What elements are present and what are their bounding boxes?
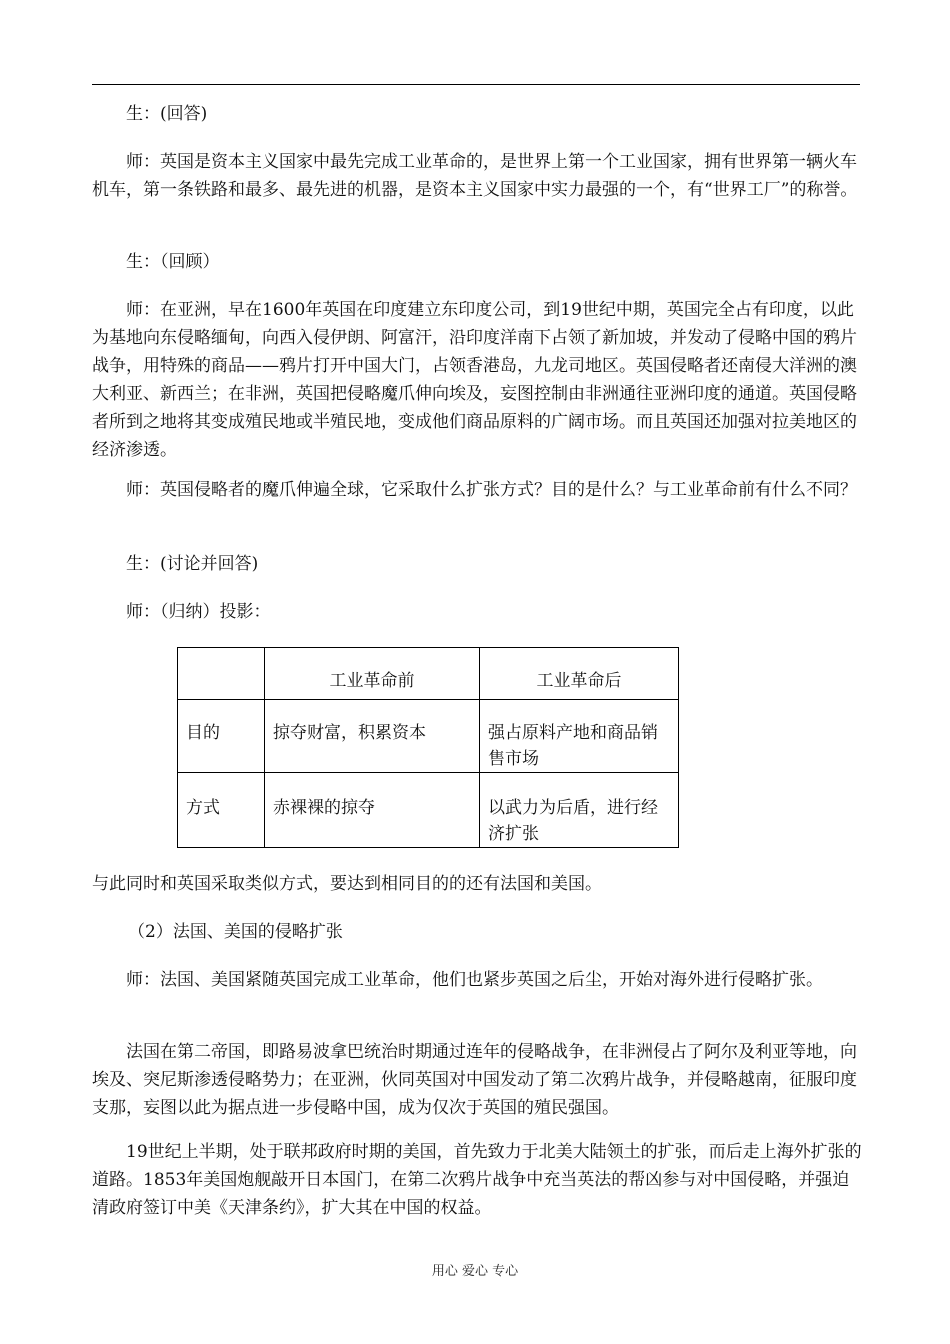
table-cell: 以武力为后盾，进行经济扩张: [480, 773, 679, 848]
table-header-row: [178, 648, 679, 700]
para-student-review: 生：（回顾）: [126, 252, 220, 272]
header-rule: [92, 84, 860, 85]
comparison-table: [177, 647, 679, 848]
table-row: [178, 773, 679, 848]
para-teacher-asia: 师：在亚洲，早在1600年英国在印度建立东印度公司，到19世纪中期，英国完全占有印度，以此为基地向东侵略缅甸，向西入侵伊朗、阿富汗，沿印度洋南下占领了新加坡，并发动了侵略中国的鸦片战争，用特殊的商品——鸦片打开中国大门，占领香港岛，九龙司地区。英国侵略者还南侵大洋洲的澳大利亚、新西兰；在非洲，英国把侵略魔爪伸向埃及，妄图控制由非洲通往亚洲印度的通道。英国侵略者所到之地将其变成殖民地或半殖民地，变成他们商品原料的广阔市场。而且英国还加强对拉美地区的经济渗透。: [92, 300, 857, 460]
para-student-answer: 生：(回答): [126, 104, 208, 124]
table-header-cell: [178, 648, 265, 700]
para-teacher-world-factory: 师：英国是资本主义国家中最先完成工业革命的，是世界上第一个工业国家，拥有世界第一辆火车机车，第一条铁路和最多、最先进的机器，是资本主义国家中实力最强的一个，有“世界工厂”的称誉。: [92, 152, 858, 200]
table-cell: 目的: [178, 700, 265, 773]
para-france-empire: 法国在第二帝国，即路易波拿巴统治时期通过连年的侵略战争，在非洲侵占了阿尔及利亚等地，向埃及、突尼斯渗透侵略势力；在亚洲，伙同英国对中国发动了第二次鸦片战争，并侵略越南，征服印度支那，妄图以此为据点进一步侵略中国，成为仅次于英国的殖民强国。: [92, 1042, 857, 1118]
table-header-cell: 工业革命前: [265, 648, 480, 700]
table-header-cell: 工业革命后: [480, 648, 679, 700]
para-student-discuss: 生：(讨论并回答): [126, 554, 259, 574]
page-footer: 用心 爱心 专心: [431, 1264, 519, 1279]
table-cell: 赤裸裸的掠夺: [265, 773, 480, 848]
table-cell: 方式: [178, 773, 265, 848]
table-cell: 强占原料产地和商品销售市场: [480, 700, 679, 773]
table-cell: 掠夺财富，积累资本: [265, 700, 480, 773]
para-teacher-question: 师：英国侵略者的魔爪伸遍全球，它采取什么扩张方式？目的是什么？与工业革命前有什么不同？: [126, 480, 857, 500]
table-row: [178, 700, 679, 773]
para-france-usa-intro: 与此同时和英国采取类似方式，要达到相同目的的还有法国和美国。: [92, 874, 602, 894]
para-teacher-france-usa: 师：法国、美国紧随英国完成工业革命，他们也紧步英国之后尘，开始对海外进行侵略扩张。: [126, 970, 823, 990]
section-heading: （2）法国、美国的侵略扩张: [128, 922, 343, 942]
para-teacher-summary: 师：（归纳）投影：: [126, 602, 271, 622]
para-usa-expansion: 19世纪上半期，处于联邦政府时期的美国，首先致力于北美大陆领土的扩张，而后走上海外扩张的道路。1853年美国炮舰敲开日本国门，在第二次鸦片战争中充当英法的帮凶参与对中国侵略，并强迫清政府签订中美《天津条约》，扩大其在中国的权益。: [92, 1142, 862, 1218]
